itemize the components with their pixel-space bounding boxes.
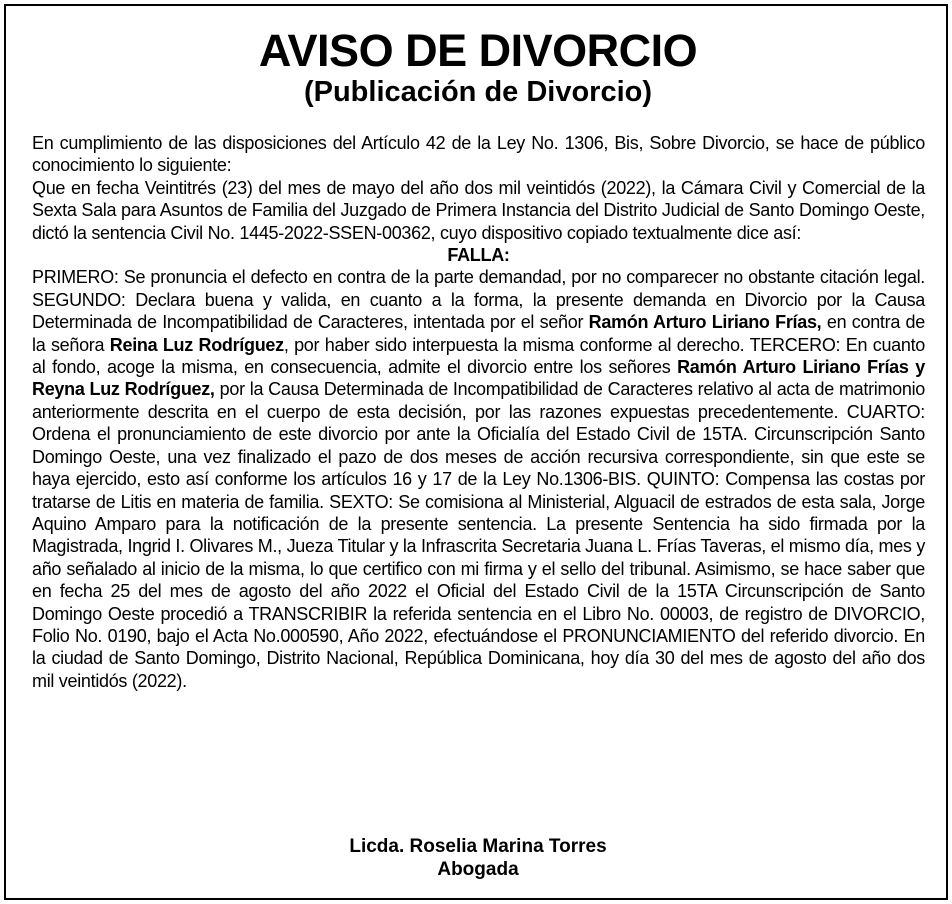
ruling-text-4: por la Causa Determinada de Incompatibilidad de Caracteres relativo al acta de matrimonio anteriormente descrita en el cuerpo de esta decisión, por las razones expuestas precedentemente. CUARTO: Ordena el pronunciamiento de este divorcio por ante la Oficialía del Estado Civil de 15TA. Circunscripción Santo Domingo Oeste, una vez finalizado el pazo de dos meses de acción recursiva correspondiente, sin que este se haya ejercido, esto así conforme los artículos 16 y 17 de la Ley No.1306-BIS. QUINTO: Compensa las costas por tratarse de Litis en materia de familia. SEXTO: Se comisiona al Ministerial, Alguacil de estrados de esta sala, Jorge Aquino Amparo para la notificación de la presente sentencia. La presente Sentencia ha sido firmada por la Magistrada, Ingrid I. Olivares M., Jueza Titular y la Infrascrita Secretaria Juana L. Frías Taveras, el mismo día, mes y año señalado al inicio de la misma, lo que certifico con mi firma y el sello del tribunal. Asimismo, se hace saber que en fecha 25 del mes de agosto del año 2022 el Oficial del Estado Civil de la 15TA Circunscripción de Santo Domingo Oeste procedió a TRANSCRIBIR la referida sentencia en el Libro No. 00003, de registro de DIVORCIO, Folio No. 0190, bajo el Acta No.000590, Año 2022, efectuándose el PRONUNCIAMIENTO del referido divorcio. En la ciudad de Santo Domingo, Distrito Nacional, República Dominicana, hoy día 30 del mes de agosto del año dos mil veintidós (2022). (32, 379, 926, 691)
facts-paragraph: Que en fecha Veintitrés (23) del mes de mayo del año dos mil veintidós (2022), la Cámara Civil y Comercial de la Sexta Sala para Asuntos de Familia del Juzgado de Primera Instancia del Distrito Judicial de Santo Domingo Oeste, dictó la sentencia Civil No. 1445-2022-SSEN-00362, cuyo dispositivo copiado textualmente dice así: (32, 177, 925, 243)
intro-paragraph: En cumplimiento de las disposiciones del Artículo 42 de la Ley No. 1306, Bis, Sobre Divorcio, se hace de público conocimiento lo siguiente: (32, 133, 925, 176)
ruling-paragraph (32, 266, 925, 692)
notice-frame (4, 4, 948, 900)
signature-role: Abogada (437, 859, 519, 880)
ruling-text-3: , por haber sido interpuesta la misma conforme al derecho. TERCERO: En cuanto al fondo, acoge la misma, en consecuencia, admite el divorcio entre los señores (32, 334, 925, 378)
parties-names: Ramón Arturo Liriano Frías y Reyna Luz Rodríguez, (32, 357, 925, 400)
ruling-text-1: PRIMERO: Se pronuncia el defecto en contra de la parte demandad, por no comparecer no obstante citación legal. SEGUNDO: Declara buena y valida, en cuanto a la forma, la presente demanda en Divorcio por la Causa Determinada de Incompatibilidad de Caracteres, intentada por el señor (32, 267, 925, 333)
ruling-text-2: en contra de la señora (32, 312, 925, 355)
respondent-name: Reina Luz Rodríguez (109, 334, 284, 355)
notice-subtitle: (Publicación de Divorcio) (303, 76, 653, 108)
notice-title: AVISO DE DIVORCIO (258, 25, 698, 76)
notice-body (32, 132, 925, 692)
petitioner-name: Ramón Arturo Liriano Frías, (588, 312, 822, 333)
signature-name: Licda. Roselia Marina Torres (349, 836, 607, 857)
falla-heading: FALLA: (447, 245, 510, 266)
